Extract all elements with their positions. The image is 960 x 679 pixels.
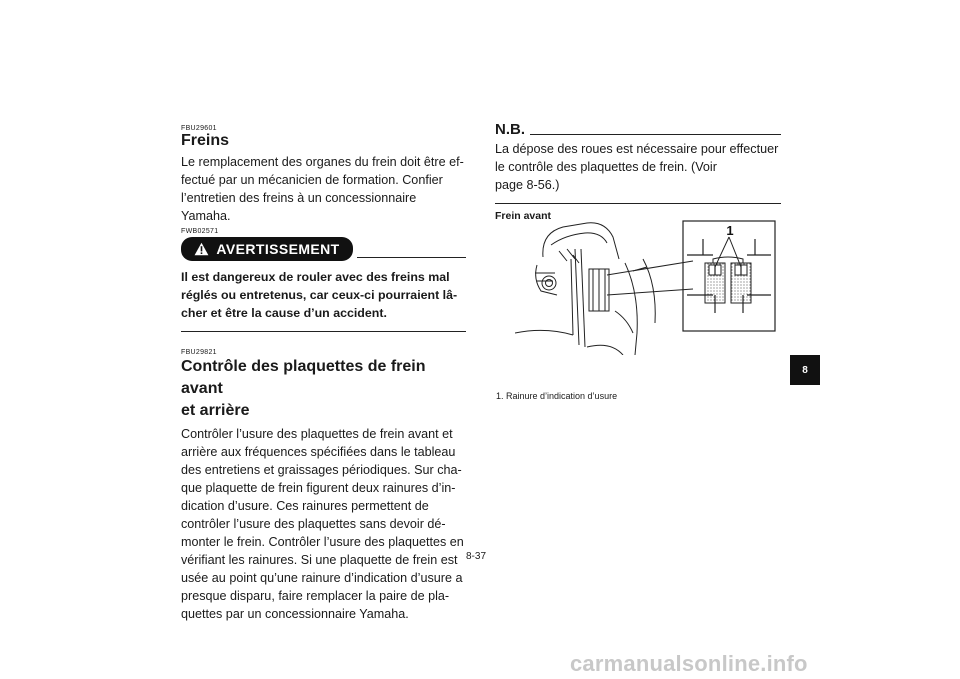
left-column: [181, 125, 466, 623]
warning-rule: [357, 257, 466, 258]
callout-number: 1: [726, 223, 734, 238]
section-title-brakes: Freins: [181, 132, 230, 149]
brake-pads-paragraph: Contrôler l’usure des plaquettes de frein avant et arrière aux fréquences spécifiées dans le tableau des entretiens et graissages périodiques. Sur cha- que plaquette de frein figurent deux rainures d’in- dication d’usure. Ces rainures permettent de contrôler l’usure des plaquettes sans devoir dé- monter le frein. Contrôler l’usure des plaquettes en vérifiant les rainures. Si une plaquette de frein est usée au point qu’une rainure d’indication d’usure a presque disparu, faire remplacer la paire de pla- quettes par un concessionnaire Yamaha.: [181, 427, 464, 621]
brakes-paragraph: Le remplacement des organes du frein doit être ef- fectué par un mécanicien de formation. Confier l’entretien des freins à un concessionnaire Yamaha.: [181, 155, 464, 223]
warning-text: Il est dangereux de rouler avec des freins mal réglés ou entretenus, car ceux-ci pourraient lâ- cher et être la cause d’un accident.: [181, 270, 458, 320]
figure-caption: 1. Rainure d’indication d’usure: [496, 391, 618, 401]
page-number: 8-37: [466, 551, 487, 562]
watermark: carmanualsonline.info: [570, 651, 808, 676]
right-column: [495, 118, 781, 222]
note-header: [495, 118, 781, 138]
note-label: N.B.: [495, 121, 525, 138]
chapter-tab: [790, 355, 820, 385]
warning-triangle-icon: [194, 242, 209, 256]
note-rule: [530, 134, 781, 135]
note-text: La dépose des roues est nécessaire pour effectuer le contrôle des plaquettes de frein. (Voir page 8-56.): [495, 142, 779, 192]
warning-badge: [181, 237, 353, 261]
note-bottom-rule: [495, 203, 781, 204]
warning-header: [181, 237, 466, 263]
section-code: FBU29601: [181, 125, 217, 132]
front-brake-illustration: [515, 215, 777, 355]
section-code: FBU29821: [181, 349, 217, 356]
warning-code: FWB02571: [181, 228, 219, 235]
chapter-tab-label: 8: [802, 364, 808, 376]
warning-bottom-rule: [181, 331, 466, 332]
figure-title: Frein avant: [495, 210, 552, 222]
section-title-brake-pads: Contrôle des plaquettes de frein avant et arrière: [181, 358, 426, 419]
warning-label: AVERTISSEMENT: [216, 241, 340, 257]
